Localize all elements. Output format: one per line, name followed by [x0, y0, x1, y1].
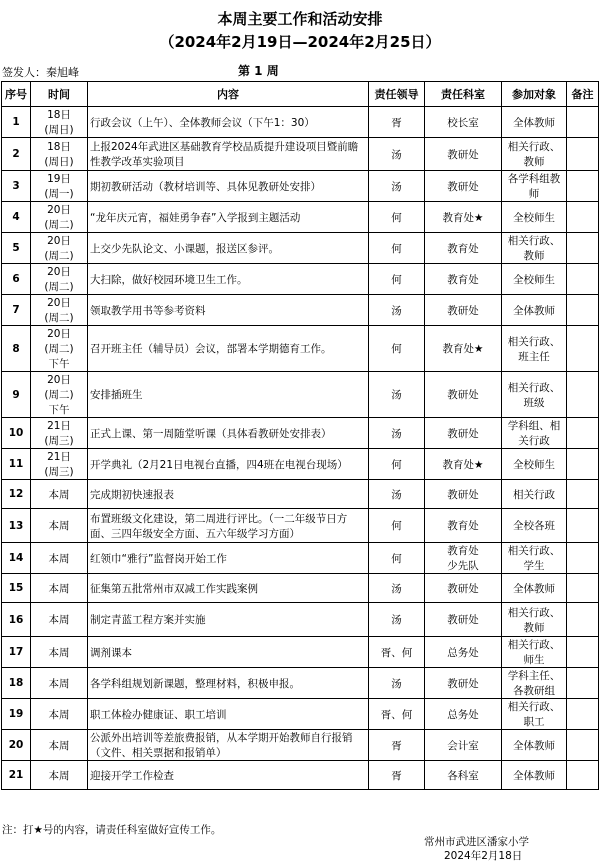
cell-time: 本周: [31, 574, 88, 603]
cell-leader: 汤: [369, 574, 425, 603]
cell-participants: 相关行政、职工: [502, 699, 567, 730]
cell-leader: 胥、何: [369, 637, 425, 668]
page-subtitle-date-range: （2024年2月19日—2024年2月25日）: [159, 33, 441, 51]
schedule-table: [1, 81, 599, 790]
table-row: [2, 699, 599, 730]
cell-department: 总务处: [425, 637, 502, 668]
cell-leader: 胥: [369, 107, 425, 138]
cell-content: “龙年庆元宵，福娃勇争春”入学报到主题活动: [88, 202, 369, 233]
cell-department: 教研处: [425, 372, 502, 418]
cell-participants: 全体教师: [502, 730, 567, 761]
cell-number: 14: [2, 543, 31, 574]
cell-note: [567, 668, 599, 699]
cell-participants: 全校师生: [502, 264, 567, 295]
table-row: [2, 509, 599, 543]
cell-number: 12: [2, 480, 31, 509]
cell-time: 本周: [31, 730, 88, 761]
cell-leader: 汤: [369, 668, 425, 699]
cell-time: 本周: [31, 509, 88, 543]
table-row: [2, 668, 599, 699]
cell-number: 21: [2, 761, 31, 790]
cell-number: 3: [2, 171, 31, 202]
cell-content: 安排插班生: [88, 372, 369, 418]
cell-number: 7: [2, 295, 31, 326]
cell-leader: 汤: [369, 295, 425, 326]
cell-participants: 全体教师: [502, 574, 567, 603]
cell-participants: 全校各班: [502, 509, 567, 543]
cell-content: 制定青蓝工程方案并实施: [88, 603, 369, 637]
cell-department: 校长室: [425, 107, 502, 138]
cell-participants: 相关行政、班级: [502, 372, 567, 418]
cell-note: [567, 449, 599, 480]
cell-time: 本周: [31, 668, 88, 699]
cell-leader: 胥: [369, 761, 425, 790]
issue-date: 2024年2月18日: [444, 850, 523, 862]
cell-department: 教育处: [425, 509, 502, 543]
cell-content: 职工体检办健康证、职工培训: [88, 699, 369, 730]
cell-content: 召开班主任（辅导员）会议，部署本学期德育工作。: [88, 326, 369, 372]
cell-department: 教研处: [425, 418, 502, 449]
cell-department: 会计室: [425, 730, 502, 761]
cell-content: 完成期初快速报表: [88, 480, 369, 509]
cell-number: 9: [2, 372, 31, 418]
cell-participants: 各学科组教师: [502, 171, 567, 202]
cell-content: 期初教研活动（教材培训等、具体见教研处安排）: [88, 171, 369, 202]
cell-time: 本周: [31, 761, 88, 790]
cell-time: 本周: [31, 637, 88, 668]
cell-department: 教研处: [425, 480, 502, 509]
cell-content: 领取教学用书等参考资料: [88, 295, 369, 326]
cell-note: [567, 637, 599, 668]
cell-department: 教研处: [425, 138, 502, 171]
cell-time: 21日 (周三): [31, 418, 88, 449]
table-row: [2, 171, 599, 202]
cell-time: 20日 (周二) 下午: [31, 372, 88, 418]
table-row: [2, 233, 599, 264]
cell-content: 正式上课、第一周随堂听课（具体看教研处安排表）: [88, 418, 369, 449]
cell-participants: 相关行政、班主任: [502, 326, 567, 372]
cell-department: 教研处: [425, 603, 502, 637]
table-row: [2, 543, 599, 574]
cell-participants: 相关行政、教师: [502, 603, 567, 637]
cell-note: [567, 171, 599, 202]
cell-time: 本周: [31, 543, 88, 574]
cell-content: 上报2024年武进区基础教育学校品质提升建设项目暨前瞻性教学改革实验项目: [88, 138, 369, 171]
cell-content: 红领巾“雅行”监督岗开始工作: [88, 543, 369, 574]
cell-time: 18日 (周日): [31, 138, 88, 171]
cell-number: 2: [2, 138, 31, 171]
cell-leader: 汤: [369, 603, 425, 637]
cell-number: 1: [2, 107, 31, 138]
cell-number: 8: [2, 326, 31, 372]
cell-department: 总务处: [425, 699, 502, 730]
cell-content: 布置班级文化建设，第二周进行评比。（一二年级节日方面、三四年级安全方面、五六年级学习方面）: [88, 509, 369, 543]
cell-note: [567, 418, 599, 449]
table-row: [2, 761, 599, 790]
cell-note: [567, 699, 599, 730]
cell-department: 教育处★: [425, 449, 502, 480]
column-header: 参加对象: [502, 82, 567, 107]
cell-participants: 全体教师: [502, 761, 567, 790]
cell-participants: 相关行政、学生: [502, 543, 567, 574]
column-header: 时间: [31, 82, 88, 107]
table-row: [2, 202, 599, 233]
cell-leader: 汤: [369, 138, 425, 171]
table-row: [2, 730, 599, 761]
cell-number: 5: [2, 233, 31, 264]
table-row: [2, 372, 599, 418]
cell-note: [567, 730, 599, 761]
cell-number: 15: [2, 574, 31, 603]
cell-note: [567, 233, 599, 264]
cell-content: 调剂课本: [88, 637, 369, 668]
column-header: 备注: [567, 82, 599, 107]
cell-time: 本周: [31, 480, 88, 509]
cell-time: 本周: [31, 699, 88, 730]
cell-note: [567, 509, 599, 543]
cell-time: 20日 (周二): [31, 295, 88, 326]
table-header-row: [2, 82, 599, 107]
cell-number: 11: [2, 449, 31, 480]
cell-content: 各学科组规划新课题，整理材料，积极申报。: [88, 668, 369, 699]
cell-time: 20日 (周二): [31, 202, 88, 233]
school-name: 常州市武进区潘家小学: [424, 836, 529, 848]
cell-note: [567, 480, 599, 509]
cell-leader: 胥、何: [369, 699, 425, 730]
cell-time: 本周: [31, 603, 88, 637]
table-row: [2, 574, 599, 603]
cell-participants: 学科主任、各教研组: [502, 668, 567, 699]
table-row: [2, 480, 599, 509]
cell-time: 21日 (周三): [31, 449, 88, 480]
table-row: [2, 107, 599, 138]
cell-number: 16: [2, 603, 31, 637]
cell-content: 行政会议（上午）、全体教师会议（下午1：30）: [88, 107, 369, 138]
cell-note: [567, 107, 599, 138]
cell-leader: 汤: [369, 418, 425, 449]
table-row: [2, 138, 599, 171]
table-row: [2, 449, 599, 480]
cell-department: 教育处 少先队: [425, 543, 502, 574]
cell-leader: 胥: [369, 730, 425, 761]
cell-time: 19日 (周一): [31, 171, 88, 202]
cell-note: [567, 202, 599, 233]
cell-note: [567, 264, 599, 295]
cell-participants: 全体教师: [502, 107, 567, 138]
cell-time: 20日 (周二): [31, 233, 88, 264]
table-row: [2, 637, 599, 668]
column-header: 内容: [88, 82, 369, 107]
cell-time: 20日 (周二): [31, 264, 88, 295]
table-body: [2, 107, 599, 790]
column-header: 责任领导: [369, 82, 425, 107]
cell-department: 教研处: [425, 295, 502, 326]
cell-department: 教育处★: [425, 326, 502, 372]
cell-leader: 汤: [369, 480, 425, 509]
cell-leader: 何: [369, 326, 425, 372]
cell-number: 17: [2, 637, 31, 668]
cell-leader: 何: [369, 233, 425, 264]
table-row: [2, 326, 599, 372]
footer-note: 注：打★号的内容，请责任科室做好宣传工作。: [2, 824, 222, 836]
cell-department: 教育处: [425, 233, 502, 264]
cell-department: 教研处: [425, 574, 502, 603]
cell-participants: 相关行政、教师: [502, 233, 567, 264]
cell-department: 教育处★: [425, 202, 502, 233]
cell-content: 开学典礼（2月21日电视台直播，四4班在电视台现场）: [88, 449, 369, 480]
table-row: [2, 295, 599, 326]
cell-note: [567, 372, 599, 418]
cell-leader: 汤: [369, 171, 425, 202]
cell-participants: 学科组、相关行政: [502, 418, 567, 449]
table-row: [2, 264, 599, 295]
cell-department: 教育处: [425, 264, 502, 295]
table-row: [2, 418, 599, 449]
cell-participants: 全校师生: [502, 449, 567, 480]
cell-note: [567, 326, 599, 372]
cell-content: 上交少先队论文、小课题，报送区参评。: [88, 233, 369, 264]
cell-leader: 何: [369, 509, 425, 543]
column-header: 责任科室: [425, 82, 502, 107]
cell-leader: 何: [369, 449, 425, 480]
page-title: 本周主要工作和活动安排: [217, 10, 383, 28]
cell-time: 18日 (周日): [31, 107, 88, 138]
cell-leader: 汤: [369, 372, 425, 418]
cell-participants: 全体教师: [502, 295, 567, 326]
cell-participants: 相关行政、师生: [502, 637, 567, 668]
cell-content: 公派外出培训等差旅费报销，从本学期开始教师自行报销（文件、相关票据和报销单）: [88, 730, 369, 761]
cell-note: [567, 574, 599, 603]
cell-department: 教研处: [425, 171, 502, 202]
cell-content: 大扫除，做好校园环境卫生工作。: [88, 264, 369, 295]
table-row: [2, 603, 599, 637]
cell-leader: 何: [369, 202, 425, 233]
cell-number: 10: [2, 418, 31, 449]
column-header: 序号: [2, 82, 31, 107]
cell-number: 4: [2, 202, 31, 233]
cell-participants: 全校师生: [502, 202, 567, 233]
cell-participants: 相关行政、教师: [502, 138, 567, 171]
cell-content: 征集第五批常州市双减工作实践案例: [88, 574, 369, 603]
cell-department: 教研处: [425, 668, 502, 699]
cell-note: [567, 295, 599, 326]
cell-number: 20: [2, 730, 31, 761]
cell-note: [567, 543, 599, 574]
cell-note: [567, 603, 599, 637]
week-label: 第 1 周: [238, 64, 279, 78]
cell-leader: 何: [369, 543, 425, 574]
cell-participants: 相关行政: [502, 480, 567, 509]
cell-time: 20日 (周二) 下午: [31, 326, 88, 372]
cell-number: 6: [2, 264, 31, 295]
signer: 签发人：秦旭峰: [2, 66, 79, 79]
cell-number: 18: [2, 668, 31, 699]
cell-note: [567, 761, 599, 790]
cell-number: 13: [2, 509, 31, 543]
cell-leader: 何: [369, 264, 425, 295]
cell-content: 迎接开学工作检查: [88, 761, 369, 790]
cell-number: 19: [2, 699, 31, 730]
cell-department: 各科室: [425, 761, 502, 790]
cell-note: [567, 138, 599, 171]
